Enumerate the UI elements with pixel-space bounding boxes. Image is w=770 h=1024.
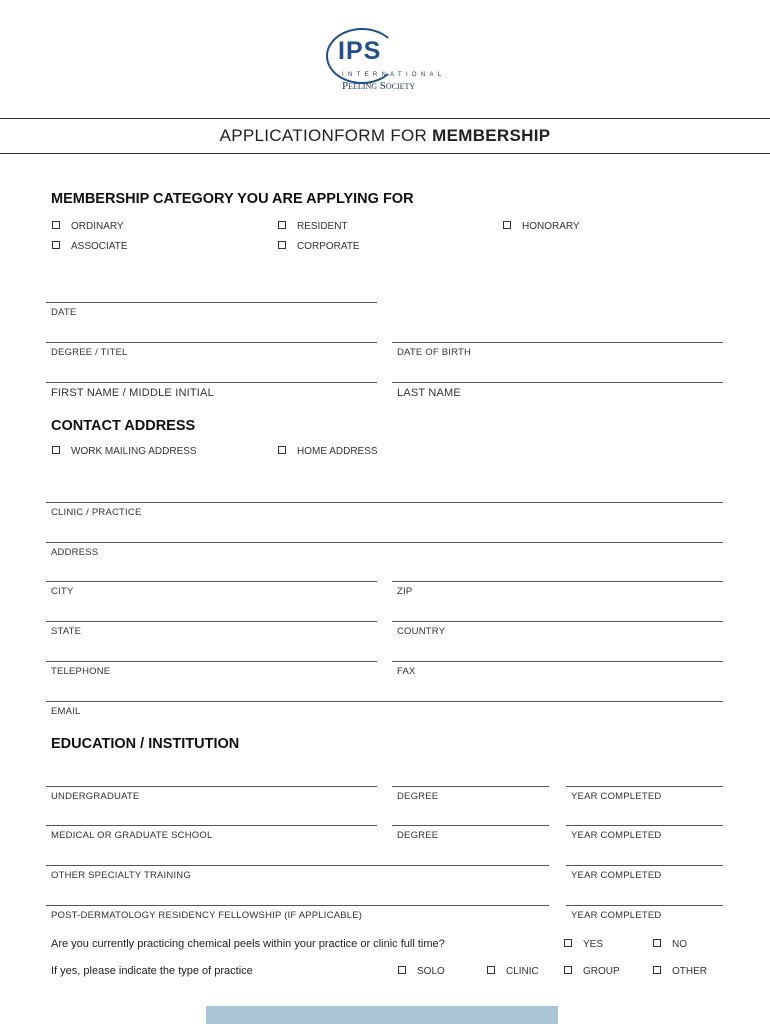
checkbox-icon [653, 966, 661, 974]
other-specialty-year-field[interactable] [566, 865, 723, 881]
membership-heading: MEMBERSHIP CATEGORY YOU ARE APPLYING FOR [51, 191, 414, 207]
address-field[interactable] [46, 542, 723, 558]
undergraduate-field[interactable] [46, 786, 377, 802]
field-label: YEAR COMPLETED [571, 830, 662, 841]
field-label: DEGREE [397, 830, 439, 841]
checkbox-yes[interactable] [564, 939, 603, 950]
checkbox-icon [487, 966, 495, 974]
question-practicing-peels: Are you currently practicing chemical peels within your practice or clinic full time? [51, 938, 445, 950]
clinic-practice-field[interactable] [46, 502, 723, 518]
city-field[interactable] [46, 581, 377, 597]
logo-line-international: INTERNATIONAL [342, 72, 446, 78]
undergraduate-year-field[interactable] [566, 786, 723, 802]
first-name-field[interactable] [46, 382, 377, 399]
checkbox-associate[interactable] [52, 241, 128, 252]
field-label: TELEPHONE [51, 666, 111, 677]
medical-degree-field[interactable] [392, 825, 549, 841]
field-label: FIRST NAME / MIDDLE INITIAL [51, 387, 214, 399]
last-name-field[interactable] [392, 382, 723, 399]
checkbox-clinic[interactable] [487, 966, 539, 977]
checkbox-label: NO [672, 939, 687, 950]
undergraduate-degree-field[interactable] [392, 786, 549, 802]
checkbox-label: SOLO [417, 966, 445, 977]
contact-heading: CONTACT ADDRESS [51, 418, 196, 434]
state-field[interactable] [46, 621, 377, 637]
medical-school-field[interactable] [46, 825, 377, 841]
title-plain: APPLICATIONFORM FOR [219, 126, 433, 145]
checkbox-label: HOME ADDRESS [297, 446, 378, 457]
field-label: YEAR COMPLETED [571, 910, 662, 921]
title-top-rule [0, 118, 770, 119]
email-field[interactable] [46, 701, 723, 717]
field-label: OTHER SPECIALTY TRAINING [51, 870, 191, 881]
field-label: EMAIL [51, 706, 81, 717]
logo-line-society: Peeling Society [342, 80, 416, 92]
checkbox-label: CORPORATE [297, 241, 360, 252]
field-label: CLINIC / PRACTICE [51, 507, 142, 518]
checkbox-label: HONORARY [522, 221, 580, 232]
field-label: LAST NAME [397, 387, 461, 399]
checkbox-work-address[interactable] [52, 446, 197, 457]
checkbox-label: GROUP [583, 966, 620, 977]
telephone-field[interactable] [46, 661, 377, 677]
checkbox-label: ASSOCIATE [71, 241, 128, 252]
field-label: DATE OF BIRTH [397, 347, 472, 358]
checkbox-icon [52, 221, 60, 229]
checkbox-group[interactable] [564, 966, 620, 977]
checkbox-icon [503, 221, 511, 229]
field-label: DEGREE [397, 791, 439, 802]
field-label: COUNTRY [397, 626, 446, 637]
other-specialty-field[interactable] [46, 865, 549, 881]
field-label: ZIP [397, 586, 413, 597]
checkbox-icon [278, 446, 286, 454]
page-title [0, 126, 770, 146]
date-field[interactable] [46, 302, 377, 318]
checkbox-icon [52, 241, 60, 249]
checkbox-icon [564, 966, 572, 974]
checkbox-icon [278, 221, 286, 229]
medical-year-field[interactable] [566, 825, 723, 841]
checkbox-label: YES [583, 939, 604, 950]
country-field[interactable] [392, 621, 723, 637]
fax-field[interactable] [392, 661, 723, 677]
checkbox-icon [653, 939, 661, 947]
checkbox-label: WORK MAILING ADDRESS [71, 446, 197, 457]
field-label: YEAR COMPLETED [571, 791, 662, 802]
field-label: DEGREE / TITEL [51, 347, 128, 358]
education-heading: EDUCATION / INSTITUTION [51, 736, 240, 752]
checkbox-other[interactable] [653, 966, 707, 977]
field-label: YEAR COMPLETED [571, 870, 662, 881]
field-label: STATE [51, 626, 82, 637]
submit-bar[interactable] [206, 1006, 558, 1024]
field-label: POST-DERMATOLOGY RESIDENCY FELLOWSHIP (IF APPLICABLE) [51, 910, 363, 921]
zip-field[interactable] [392, 581, 723, 597]
field-label: MEDICAL OR GRADUATE SCHOOL [51, 830, 213, 841]
checkbox-home-address[interactable] [278, 446, 378, 457]
checkbox-corporate[interactable] [278, 241, 360, 252]
checkbox-icon [52, 446, 60, 454]
logo-letters: IPS [338, 37, 382, 65]
checkbox-honorary[interactable] [503, 221, 580, 232]
fellowship-year-field[interactable] [566, 905, 723, 921]
title-bold: MEMBERSHIP [432, 126, 551, 145]
date-of-birth-field[interactable] [392, 342, 723, 358]
checkbox-label: RESIDENT [297, 221, 348, 232]
checkbox-resident[interactable] [278, 221, 348, 232]
field-label: DATE [51, 307, 77, 318]
checkbox-label: OTHER [672, 966, 707, 977]
checkbox-icon [564, 939, 572, 947]
checkbox-icon [278, 241, 286, 249]
field-label: UNDERGRADUATE [51, 791, 140, 802]
checkbox-solo[interactable] [398, 966, 445, 977]
degree-title-field[interactable] [46, 342, 377, 358]
field-label: FAX [397, 666, 416, 677]
field-label: ADDRESS [51, 547, 99, 558]
fellowship-field[interactable] [46, 905, 549, 921]
checkbox-ordinary[interactable] [52, 221, 124, 232]
checkbox-icon [398, 966, 406, 974]
checkbox-label: CLINIC [506, 966, 539, 977]
checkbox-label: ORDINARY [71, 221, 124, 232]
title-bottom-rule [0, 153, 770, 154]
checkbox-no[interactable] [653, 939, 687, 950]
field-label: CITY [51, 586, 74, 597]
question-practice-type: If yes, please indicate the type of practice [51, 965, 253, 977]
